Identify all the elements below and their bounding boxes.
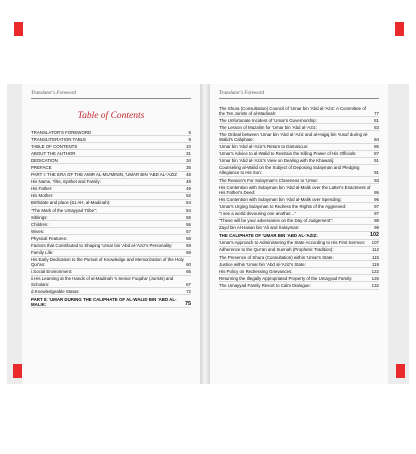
toc-entry-title: His Father: (31, 186, 53, 192)
toc-entry (219, 282, 379, 289)
toc-entry (219, 211, 379, 218)
toc-list-right (219, 105, 379, 290)
toc-entry (31, 250, 191, 257)
toc-entry (219, 254, 379, 261)
toc-entry-title: Justice within 'Umar bin 'Abd al-'Aziz's State: (219, 261, 306, 267)
toc-entry-title: His Mother: (31, 193, 54, 199)
toc-entry-page: 126 (371, 275, 379, 281)
toc-entry-page: 132 (371, 282, 379, 288)
toc-entry (219, 105, 379, 117)
toc-entry-title: 'Umar bin 'Abd al-'Aziz's View on Dealing with the Khawarij: (219, 158, 335, 164)
toc-entry-page: 95 (374, 189, 379, 195)
toc-entry (219, 247, 379, 254)
toc-entry-title: PART II: 'UMAR DURING THE CALIPHATE OF AL-WALID BIN 'ABD AL-MALIK: (31, 296, 177, 307)
toc-entry (31, 269, 191, 276)
toc-entry-page: 91 (374, 170, 379, 176)
toc-entry-page: 57 (186, 228, 191, 234)
toc-entry-title: Family Life: (31, 250, 54, 256)
toc-entry (31, 296, 191, 308)
toc-entry-title: "These will be your adversaries on the Day of Judgement": (219, 218, 333, 224)
toc-entry (31, 200, 191, 207)
toc-entry-page: 96 (374, 196, 379, 202)
toc-entry (31, 164, 191, 171)
toc-entry (219, 261, 379, 268)
toc-entry (31, 157, 191, 164)
toc-entry-page: 91 (374, 158, 379, 164)
toc-entry-title: Physical Features: (31, 235, 68, 241)
toc-entry (31, 288, 191, 295)
toc-entry-title: Factors that Contributed to Shaping 'Umar bin 'Abd al-'Aziz's Personality: (31, 243, 173, 248)
toc-entry-page: 107 (371, 240, 379, 246)
toc-entry-page: 77 (374, 110, 379, 116)
toc-entry-title: PART I: THE ERA OF THE AMIR AL-MU'MININ, 'UMAR BIN 'ABD AL-'AZIZ (31, 172, 177, 178)
toc-entry-title: Siblings: (31, 214, 48, 220)
toc-entry-page: 10 (186, 143, 191, 149)
toc-entry-title: His Early Dedication to the Pursuit of Knowledge and Memorization of the Holy Qur'an: (31, 257, 184, 268)
toc-entry-page: 9 (188, 136, 191, 142)
toc-entry-page: 34 (186, 157, 191, 163)
toc-entry-title: His Contention with Sulayman bin 'Abd al-Malik over the Latter's Enactment of His Father's Deed: (219, 184, 371, 195)
crop-marker-bottom-right (396, 364, 405, 378)
toc-entry-page: 87 (374, 151, 379, 157)
toc-entry (31, 143, 191, 150)
crop-marker-bottom-left (13, 364, 22, 378)
toc-entry-title: ABOUT THE AUTHOR (31, 150, 76, 156)
toc-entry-page: 115 (372, 254, 379, 260)
toc-entry-page: 54 (186, 207, 191, 213)
toc-entry (219, 184, 379, 196)
toc-entry-page: 97 (374, 203, 379, 209)
toc-entry-title: d.Knowledgeable Status: (31, 288, 80, 294)
toc-entry-title: Returning the Illegally Appropriated Property of the Umayyad Family: (219, 275, 353, 281)
toc-entry (219, 275, 379, 282)
toc-entry (219, 268, 379, 275)
toc-entry-title: His Name, Title, Epithet and Family: (31, 179, 101, 185)
toc-entry (219, 124, 379, 131)
toc-entry-title: The Presence of Shura (Consultation) within 'Umar's State: (219, 254, 334, 260)
toc-entry-page: 84 (374, 136, 379, 142)
running-head-left: Translator's Foreword (31, 91, 191, 99)
toc-entry-title: 'Umar's Approach to Administering the State According to His First Sermon: (219, 240, 366, 246)
toc-entry (31, 172, 191, 179)
toc-entry-title: ii.His Learning at the Hands of al-Madinah 's Senior Fuqaha' (Jurists) and Scholars: (31, 276, 174, 287)
toc-entry (219, 144, 379, 151)
toc-entry-page: 75 (185, 300, 191, 307)
toc-entry (219, 151, 379, 158)
toc-entry (31, 228, 191, 235)
toc-entry (219, 117, 379, 124)
toc-entry (219, 196, 379, 203)
toc-entry-page: 59 (186, 250, 191, 256)
toc-entry-title: The Reason's For Sulayman's Closeness to 'Umar: (219, 177, 319, 183)
toc-entry-title: "The Mark of the Umayyad Tribe": (31, 207, 97, 213)
toc-entry-page: 56 (186, 221, 191, 227)
toc-entry-page: 99 (374, 225, 379, 231)
toc-entry-page: 97 (374, 211, 379, 216)
toc-entry (219, 131, 379, 143)
left-page (22, 84, 200, 384)
toc-entry-title: Zayd bin Al-Hasan bin 'Ali and Sulayman: (219, 225, 300, 231)
right-page (210, 84, 388, 384)
toc-entry-page: 67 (186, 281, 191, 287)
toc-entry (219, 225, 379, 232)
toc-entry-title: TABLE OF CONTENTS (31, 143, 78, 149)
toc-entry-title: His Contention with Sulayman bin 'Abd al-Malik over Spending: (219, 196, 342, 202)
toc-entry-page: 31 (186, 150, 191, 156)
toc-entry-title: Counseling al-Walid on the Subject of Deposing Sulayman and Pledging Allegiance to His Son: (219, 165, 360, 176)
toc-entry-page: 72 (186, 288, 191, 294)
toc-entry-title: i.Social Environment: (31, 269, 73, 275)
toc-entry (31, 179, 191, 186)
toc-entry (31, 235, 191, 242)
toc-entry-page: 83 (374, 124, 379, 130)
toc-entry-title: 'Umar bin 'Abd al-'Aziz's Return to Damascus: (219, 144, 309, 150)
toc-entry-page: 122 (371, 268, 379, 274)
toc-entry-title: Children: (31, 221, 49, 227)
toc-entry (31, 193, 191, 200)
toc-entry-title: PREFACE (31, 164, 52, 170)
toc-entry (31, 129, 191, 136)
toc-entry-page: 60 (186, 262, 191, 268)
toc-entry-title: Birthdate and place (61 AH, al-Madinah): (31, 200, 111, 206)
toc-entry (31, 257, 191, 269)
toc-entry-title: 'Umar's Advice to al-Walid to Restrain the Killing Power of His Officials: (219, 151, 357, 157)
toc-entry-title: Wives: (31, 228, 45, 234)
toc-entry (219, 240, 379, 247)
toc-entry-page: 58 (186, 235, 191, 241)
toc-entry (31, 221, 191, 228)
toc-entry (31, 136, 191, 143)
toc-entry-page: 52 (186, 193, 191, 199)
toc-entry-page: 48 (186, 172, 191, 178)
toc-entry (219, 203, 379, 210)
toc-entry-page: 49 (186, 186, 191, 192)
toc-entry-title: Adherence to the Qur'an and Sunnah (Prophetic Tradition): (219, 247, 334, 253)
toc-entry-page: 66 (186, 269, 191, 275)
toc-title: Table of Contents (77, 111, 145, 121)
toc-entry-title: TRANSLITERATION TABLE (31, 136, 87, 142)
toc-entry-page: 98 (374, 218, 379, 224)
toc-entry (31, 207, 191, 214)
toc-entry-page: 5 (188, 129, 191, 135)
toc-entry-title: The Shura (Consultation) Council of 'Umar bin 'Abd al-'Aziz: A Committee of the Ten Jurists of al-Madinah: (219, 105, 366, 116)
toc-entry-page: 54 (186, 200, 191, 206)
toc-entry (219, 218, 379, 225)
toc-entry-title: DEDICATION (31, 157, 58, 163)
toc-entry-page: 55 (186, 214, 191, 220)
toc-entry (219, 233, 379, 240)
toc-entry-title: His Policy on Redressing Grievances: (219, 268, 293, 274)
toc-entry-page: 59 (186, 243, 191, 248)
crop-marker-top-right (395, 22, 404, 36)
toc-entry-title: The Lesson of Mazalim for 'Umar bin 'Abd al-'Aziz: (219, 124, 317, 130)
toc-entry-page: 119 (372, 261, 379, 267)
toc-entry-title: TRANSLATOR'S FOREWORD (31, 129, 92, 135)
toc-entry-title: The Ordeal between 'Umar bin 'Abd al-'Aziz and al-Hajjaj bin Yusuf during al-Walid's Caliphate: (219, 131, 369, 142)
toc-entry-title: 'Umar's Urging Sulayman to Redress the Rights of the Aggrieved: (219, 203, 347, 209)
toc-entry-title: "I see a world devouring one another..." (219, 211, 296, 216)
toc-entry-page: 102 (370, 232, 379, 239)
toc-entry (31, 243, 191, 250)
toc-entry (219, 158, 379, 165)
toc-entry-page: 81 (374, 117, 379, 123)
toc-entry-page: 86 (374, 144, 379, 150)
toc-entry-page: 93 (374, 177, 379, 183)
running-head-right: Translator's Foreword (219, 91, 379, 99)
toc-entry-title: The Unfortunate Incident of 'Umar's Governorship: (219, 117, 317, 123)
toc-entry (31, 150, 191, 157)
toc-entry (31, 214, 191, 221)
toc-entry (219, 177, 379, 184)
toc-entry (219, 165, 379, 177)
toc-entry-title: THE CALIPHATE OF 'UMAR BIN 'ABD AL-'AZIZ: (219, 233, 318, 239)
toc-list-left (31, 129, 191, 308)
toc-entry-page: 112 (372, 247, 379, 253)
toc-entry-page: 35 (186, 164, 191, 170)
toc-entry-title: The Umayyad Family Resort to Calm Dialogue: (219, 282, 311, 288)
page-fold (200, 84, 210, 384)
crop-marker-top-left (14, 22, 23, 36)
toc-entry-page: 48 (186, 179, 191, 185)
toc-entry (31, 186, 191, 193)
toc-entry (31, 276, 191, 288)
